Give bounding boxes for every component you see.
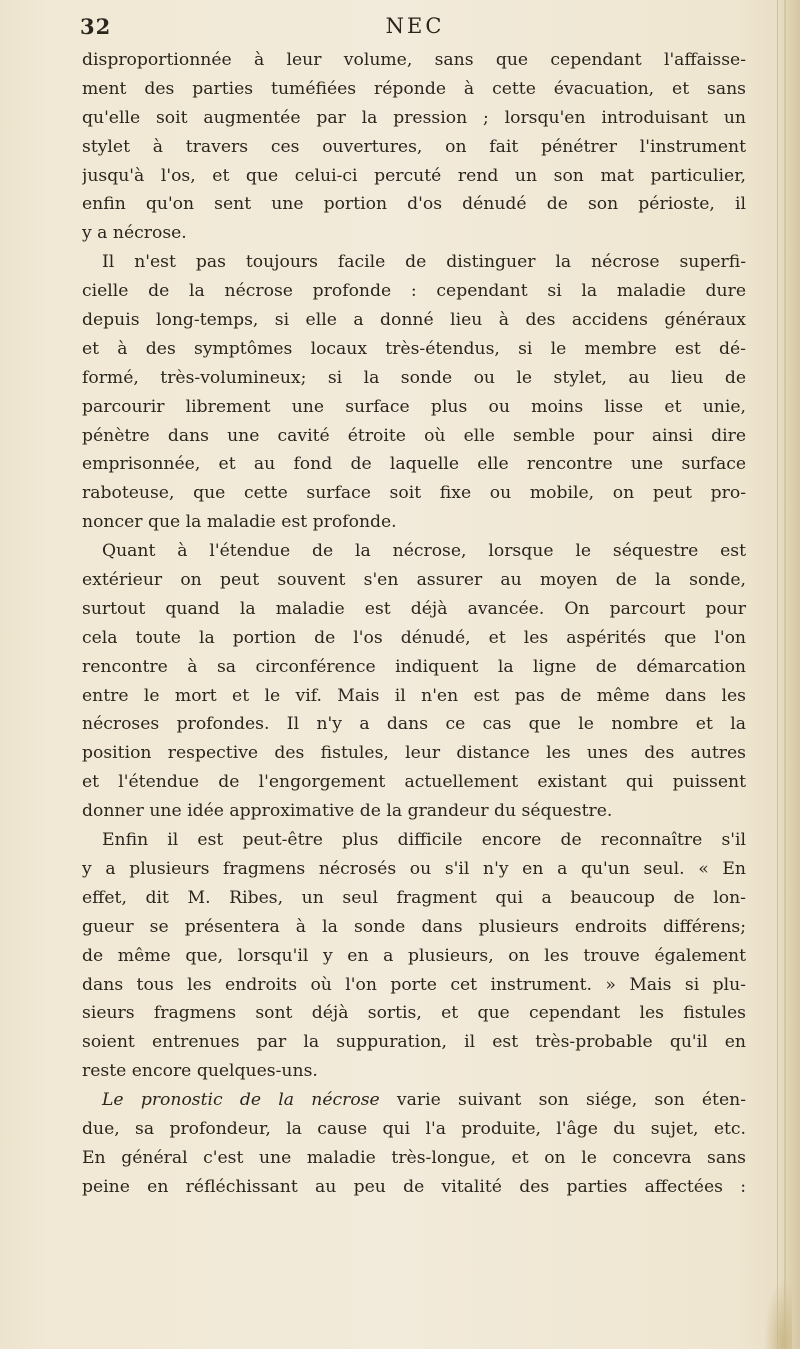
text-run: qu'elle soit augmentée par la pression ; lorsqu'en introduisant un <box>82 107 746 128</box>
text-line <box>82 971 746 1000</box>
text-line <box>82 1115 746 1144</box>
text-line <box>82 393 746 422</box>
text-line <box>82 797 746 826</box>
text-line <box>82 162 746 191</box>
text-run: y a plusieurs fragmens nécrosés ou s'il n'y en a qu'un seul. « En <box>82 858 746 879</box>
text-run: de même que, lorsqu'il y en a plusieurs, on les trouve également <box>82 945 746 966</box>
text-run: Il n'est pas toujours facile de distinguer la nécrose superfi- <box>102 252 746 273</box>
text-line <box>82 653 746 682</box>
text-run: peine en réfléchissant au peu de vitalité des parties affectées : <box>82 1176 746 1197</box>
text-run: noncer que la maladie est profonde. <box>82 512 397 533</box>
text-line <box>82 1173 746 1202</box>
text-run: enfin qu'on sent une portion d'os dénudé de son périoste, il <box>82 194 746 215</box>
text-line <box>82 219 746 248</box>
text-line <box>82 190 746 219</box>
text-run: y a nécrose. <box>82 223 187 244</box>
text-run: sieurs fragmens sont déjà sortis, et que cependant les fistules <box>82 1003 746 1024</box>
text-run: et à des symptômes locaux très-étendus, si le membre est dé- <box>82 338 746 359</box>
text-run: formé, très-volumineux; si la sonde ou le stylet, au lieu de <box>82 367 746 388</box>
text-run: soient entrenues par la suppuration, il est très-probable qu'il en <box>82 1032 746 1053</box>
text-run: jusqu'à l'os, et que celui-ci percuté rend un son mat particulier, <box>82 165 746 186</box>
text-run: gueur se présentera à la sonde dans plusieurs endroits différens; <box>82 916 746 937</box>
text-line <box>82 364 746 393</box>
text-line <box>82 999 746 1028</box>
text-line <box>82 537 746 566</box>
text-line <box>82 566 746 595</box>
page-number: 32 <box>80 14 112 39</box>
text-line <box>82 104 746 133</box>
text-line <box>82 826 746 855</box>
text-line <box>82 942 746 971</box>
text-run: ment des parties tuméfiées réponde à cette évacuation, et sans <box>82 78 746 99</box>
text-run: parcourir librement une surface plus ou moins lisse et unie, <box>82 396 746 417</box>
text-run: varie suivant son siége, son éten- <box>379 1090 746 1111</box>
text-line <box>82 624 746 653</box>
text-line <box>82 422 746 451</box>
text-run: nécroses profondes. Il n'y a dans ce cas que le nombre et la <box>82 714 746 735</box>
text-run: En général c'est une maladie très-longue, et on le concevra sans <box>82 1147 746 1168</box>
text-line <box>82 595 746 624</box>
text-line <box>82 335 746 364</box>
text-run: due, sa profondeur, la cause qui l'a produite, l'âge du sujet, etc. <box>82 1118 746 1139</box>
text-run: cielle de la nécrose profonde : cependant si la maladie dure <box>82 281 746 302</box>
text-line <box>82 855 746 884</box>
text-run: extérieur on peut souvent s'en assurer au moyen de la sonde, <box>82 570 746 591</box>
text-line <box>82 1144 746 1173</box>
text-line <box>82 450 746 479</box>
text-line <box>82 1028 746 1057</box>
text-run: Enfin il est peut-être plus difficile encore de reconnaître s'il <box>102 830 746 851</box>
text-run: effet, dit M. Ribes, un seul fragment qui a beaucoup de lon- <box>82 887 746 908</box>
text-run: stylet à travers ces ouvertures, on fait pénétrer l'instrument <box>82 136 746 157</box>
text-run: reste encore quelques-uns. <box>82 1061 318 1082</box>
text-line <box>82 508 746 537</box>
text-run: disproportionnée à leur volume, sans que cependant l'affaisse- <box>82 50 746 70</box>
text-line <box>82 306 746 335</box>
text-line <box>82 884 746 913</box>
text-run: dans tous les endroits où l'on porte cet instrument. » Mais si plu- <box>82 974 746 995</box>
text-line <box>82 913 746 942</box>
text-run: entre le mort et le vif. Mais il n'en est pas de même dans les <box>82 685 746 706</box>
text-line <box>82 739 746 768</box>
text-run: donner une idée approximative de la grandeur du séquestre. <box>82 801 613 822</box>
text-run: position respective des fistules, leur distance les unes des autres <box>82 743 746 764</box>
text-line <box>82 479 746 508</box>
text-run: et l'étendue de l'engorgement actuellement existant qui puissent <box>82 772 746 793</box>
text-line <box>82 46 746 75</box>
text-run: cela toute la portion de l'os dénudé, et les aspérités que l'on <box>82 627 746 648</box>
page-header <box>80 14 750 44</box>
text-run: rencontre à sa circonférence indiquent la ligne de démarcation <box>82 656 746 677</box>
text-run: emprisonnée, et au fond de laquelle elle rencontre une surface <box>82 454 746 475</box>
text-line <box>82 133 746 162</box>
text-line <box>82 710 746 739</box>
text-line <box>82 1086 746 1115</box>
text-run: Quant à l'étendue de la nécrose, lorsque le séquestre est <box>102 541 746 562</box>
text-line <box>82 768 746 797</box>
running-head: NEC <box>385 14 445 38</box>
body-text <box>82 46 746 1202</box>
text-line <box>82 75 746 104</box>
text-run: raboteuse, que cette surface soit fixe ou mobile, on peut pro- <box>82 483 746 504</box>
text-line <box>82 248 746 277</box>
text-line <box>82 1057 746 1086</box>
text-run: pénètre dans une cavité étroite où elle semble pour ainsi dire <box>82 425 746 446</box>
italic-phrase: Le pronostic de la nécrose <box>102 1090 380 1111</box>
text-line <box>82 277 746 306</box>
text-line <box>82 682 746 711</box>
text-run: depuis long-temps, si elle a donné lieu à des accidens généraux <box>82 310 746 331</box>
paper-stain <box>764 1279 792 1349</box>
page-edge <box>777 0 800 1349</box>
text-run: surtout quand la maladie est déjà avancée. On parcourt pour <box>82 598 746 619</box>
